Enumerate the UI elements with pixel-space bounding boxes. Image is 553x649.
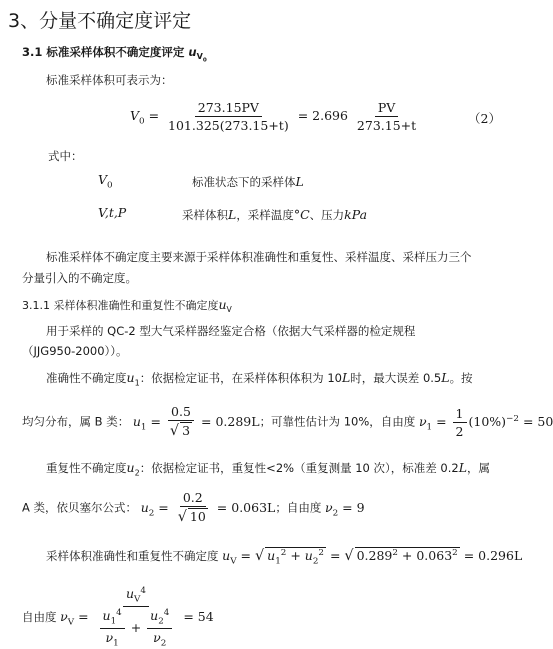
uv-line: 采样体积准确性和重复性不确定度 $u_V$ = √ $u_1^2 + u_2^2$ = √ $0.289^2 + 0.063^2 = 0.296L$ xyxy=(46,548,523,567)
legend-symbol-vtp: V,t,P xyxy=(98,205,127,220)
equation-2: $V_0$ = $\frac{273.15PV}{101.325(273.15+t)}$ = 2.696 $\frac{PV}{273.15+t}$ xyxy=(130,100,417,133)
paragraph-2-line-2: （JJG950-2000））。 xyxy=(22,344,128,358)
paragraph-1-line-1: 标准采样体不确定度主要来源于采样体积准确性和重复性、采样温度、采样压力三个 xyxy=(46,250,472,264)
subsection-heading-3-1: 3.1 标准采样体积不确定度评定 $u_{V_0}$ xyxy=(22,45,207,64)
paragraph-2-line-1: 用于采样的 QC-2 型大气采样器经鉴定合格（依据大气采样器的检定规程 xyxy=(46,324,416,338)
legend-symbol-v0: $V_0$ xyxy=(98,172,113,191)
intro-text: 标准采样体积可表示为： xyxy=(46,73,173,87)
u2-line-1: 重复性不确定度$u_2$：依据检定证书，重复性<2%（重复测量 10 次），标准差 0.2L，属 xyxy=(46,460,491,478)
paragraph-1-line-2: 分量引入的不确定度。 xyxy=(22,271,137,285)
legend-desc-vtp: 采样体积L，采样温度°C、压力kPa xyxy=(182,207,368,222)
legend-label: 式中： xyxy=(48,149,83,163)
section-title: 3、分量不确定度评定 xyxy=(8,10,192,32)
u1-line-2: 均匀分布，属 B 类： $u_1$ = $\frac{0.5}{√ 3}$ = 0.289L；可靠性估计为 10%，自由度 $\nu_1$ = $\frac{1}{2}$ $(10\%)^{-2} = 50$ xyxy=(22,404,553,439)
legend-desc-v0: 标准状态下的采样体L xyxy=(192,174,304,189)
u1-line-1: 准确性不确定度$u_1$：依据检定证书，在采样体积体积为 10L时，最大误差 0.5L。按 xyxy=(46,370,473,388)
equation-number: （2） xyxy=(468,111,501,126)
subsection-heading-3-1-1: 3.1.1 采样体积准确性和重复性不确定度$u_V$ xyxy=(22,297,232,315)
dof-equation: 自由度 $\nu_V$ = $u_V^4$ $\frac{u_1^4}{\nu_1}$ + $\frac{u_2^4}{\nu_2}$ = 54 xyxy=(22,586,214,649)
u2-line-2: A 类，依贝塞尔公式： $u_2$ = $\frac{0.2}{√ 10}$ = 0.063L；自由度 $\nu_2 = 9$ xyxy=(22,490,365,525)
